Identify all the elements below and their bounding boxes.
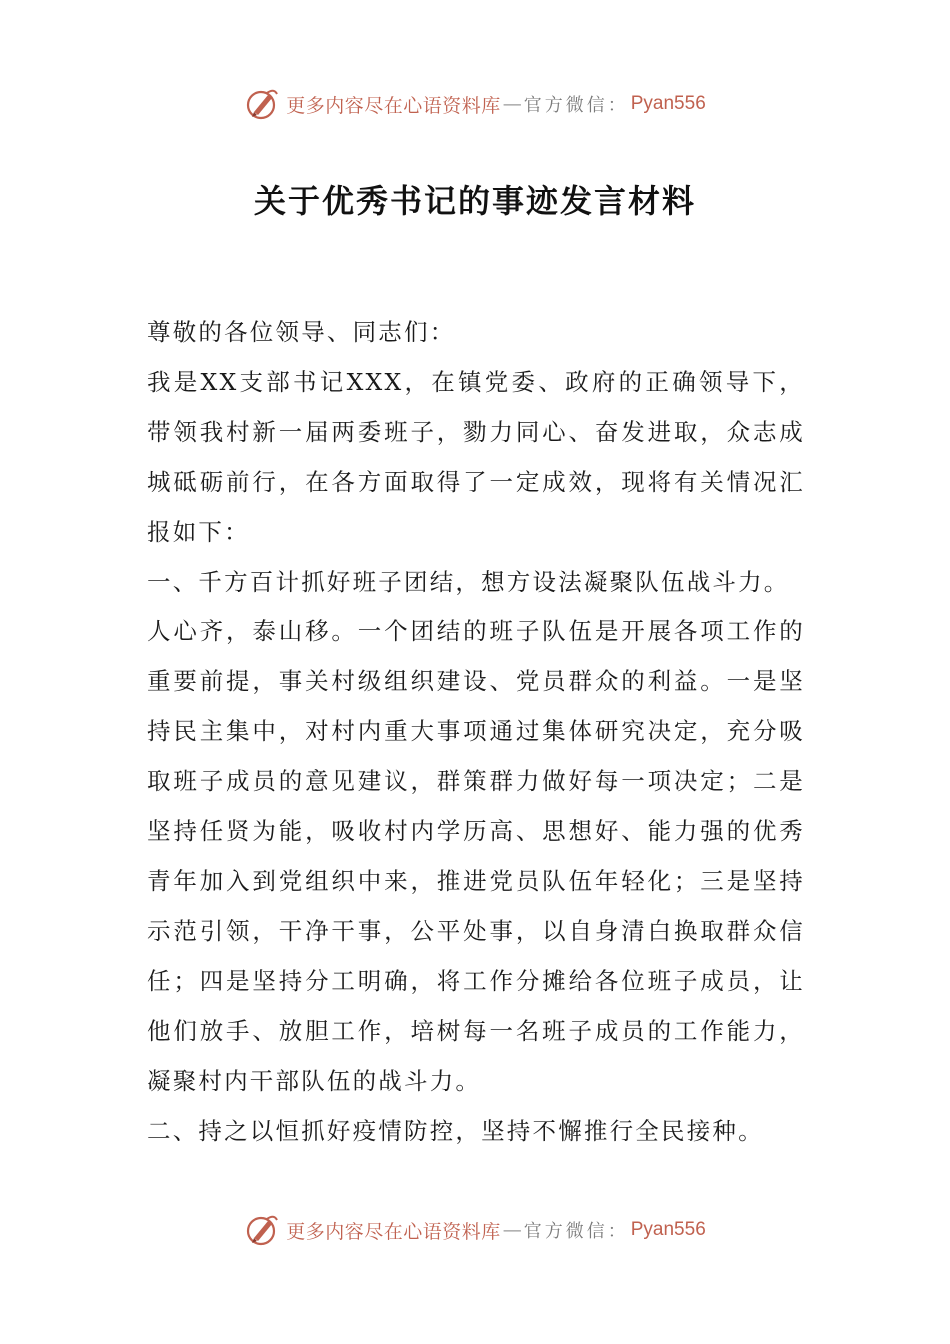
footer-watermark [0,1210,950,1250]
section-heading-2: 二、持之以恒抓好疫情防控，坚持不懈推行全民接种。 [147,1116,764,1145]
watermark-official-label: 官方微信： [523,95,629,116]
intro-paragraph: 我是XX支部书记XXX，在镇党委、政府的正确领导下，带领我村新一届两委班子，勠力同心、奋发进取，众志成城砥砺前行，在各方面取得了一定成效，现将有关情况汇报如下： [147,367,805,546]
watermark-brand-text: 更多内容尽在心语资料库 [286,94,501,117]
section-paragraph-1: 人心齐，泰山移。一个团结的班子队伍是开展各项工作的重要前提，事关村级组织建设、党员群众的利益。一是坚持民主集中，对村内重大事项通过集体研究决定，充分吸取班子成员的意见建议，群策群力做好每一项决定；二是坚持任贤为能，吸收村内学历高、思想好、能力强的优秀青年加入到党组织中来，推进党员队伍年轻化；三是坚持示范引领，干净干事，公平处事，以自身清白换取群众信任；四是坚持分工明确，将工作分摊给各位班子成员，让他们放手、放胆工作，培树每一名班子成员的工作能力，凝聚村内干部队伍的战斗力。 [147,617,805,1095]
pen-circle-logo-icon [244,1212,280,1248]
document-body [147,308,805,1156]
watermark-wechat-id: Pyan556 [630,1219,706,1240]
document-title: 关于优秀书记的事迹发言材料 [253,182,696,220]
watermark-dash: — [502,93,522,115]
watermark-official-label: 官方微信： [523,1221,629,1242]
watermark-dash: — [502,1219,522,1241]
watermark-brand-text: 更多内容尽在心语资料库 [286,1220,501,1243]
watermark-wechat-id: Pyan556 [630,93,706,114]
pen-circle-logo-icon [244,86,280,122]
salutation-paragraph: 尊敬的各位领导、同志们： [147,318,456,346]
section-heading-1: 一、千方百计抓好班子团结，想方设法凝聚队伍战斗力。 [147,567,790,596]
header-watermark [0,84,950,124]
